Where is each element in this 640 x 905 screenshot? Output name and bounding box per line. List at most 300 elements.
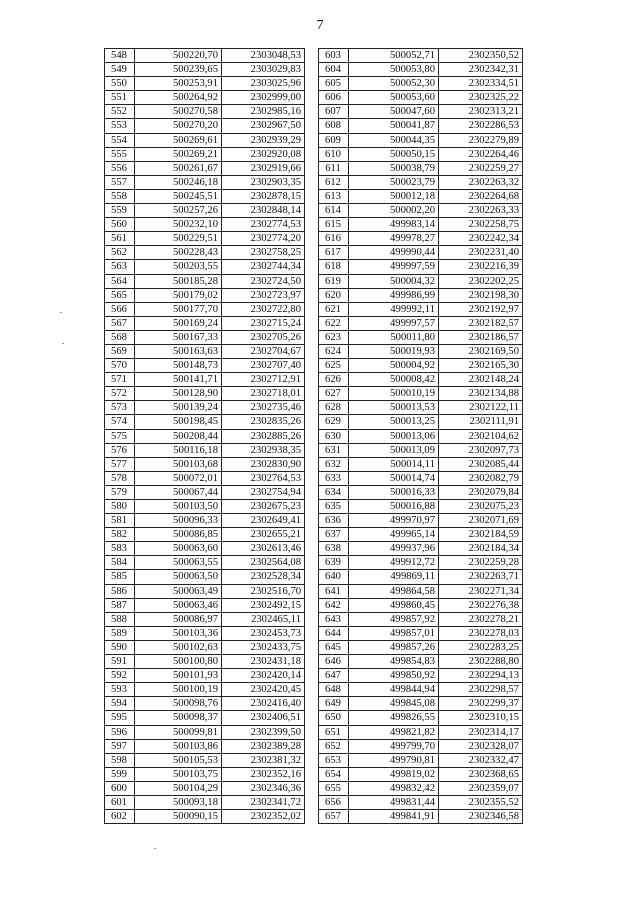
point-number-cell: 568 (105, 330, 135, 344)
table-row (105, 175, 305, 189)
x-coordinate-cell: 499857,92 (349, 612, 439, 626)
table-row (105, 514, 305, 528)
y-coordinate-cell: 2302314,17 (439, 725, 523, 739)
table-row (319, 457, 523, 471)
x-coordinate-cell: 500100,80 (135, 655, 222, 669)
x-coordinate-cell: 500245,51 (135, 189, 222, 203)
y-coordinate-cell: 2302279,89 (439, 133, 523, 147)
y-coordinate-cell: 2302735,46 (222, 401, 305, 415)
point-number-cell: 579 (105, 485, 135, 499)
table-row (105, 401, 305, 415)
x-coordinate-cell: 500103,68 (135, 457, 222, 471)
x-coordinate-cell: 500052,30 (349, 77, 439, 91)
x-coordinate-cell: 500013,25 (349, 415, 439, 429)
table-row (105, 556, 305, 570)
table-row (105, 626, 305, 640)
x-coordinate-cell: 500086,85 (135, 528, 222, 542)
x-coordinate-cell: 500063,60 (135, 542, 222, 556)
point-number-cell: 550 (105, 77, 135, 91)
x-coordinate-cell: 500257,26 (135, 204, 222, 218)
point-number-cell: 557 (105, 175, 135, 189)
x-coordinate-cell: 499819,02 (349, 767, 439, 781)
y-coordinate-cell: 2302259,28 (439, 556, 523, 570)
y-coordinate-cell: 2302830,90 (222, 457, 305, 471)
point-number-cell: 561 (105, 232, 135, 246)
y-coordinate-cell: 2302920,08 (222, 147, 305, 161)
table-row (105, 161, 305, 175)
point-number-cell: 576 (105, 443, 135, 457)
point-number-cell: 598 (105, 753, 135, 767)
table-row (105, 471, 305, 485)
y-coordinate-cell: 2302722,80 (222, 302, 305, 316)
point-number-cell: 562 (105, 246, 135, 260)
x-coordinate-cell: 500228,43 (135, 246, 222, 260)
y-coordinate-cell: 2302724,50 (222, 274, 305, 288)
x-coordinate-cell: 500270,20 (135, 119, 222, 133)
point-number-cell: 623 (319, 330, 349, 344)
x-coordinate-cell: 500041,87 (349, 119, 439, 133)
point-number-cell: 629 (319, 415, 349, 429)
point-number-cell: 656 (319, 795, 349, 809)
point-number-cell: 628 (319, 401, 349, 415)
x-coordinate-cell: 500099,81 (135, 725, 222, 739)
table-row (105, 218, 305, 232)
table-row (105, 63, 305, 77)
x-coordinate-cell: 500053,80 (349, 63, 439, 77)
point-number-cell: 594 (105, 697, 135, 711)
table-row (319, 429, 523, 443)
table-row (319, 246, 523, 260)
x-coordinate-cell: 499986,99 (349, 288, 439, 302)
point-number-cell: 602 (105, 810, 135, 824)
x-coordinate-cell: 499869,11 (349, 570, 439, 584)
table-row (105, 105, 305, 119)
x-coordinate-cell: 499912,72 (349, 556, 439, 570)
y-coordinate-cell: 2302231,40 (439, 246, 523, 260)
table-row (105, 697, 305, 711)
x-coordinate-cell: 500246,18 (135, 175, 222, 189)
point-number-cell: 619 (319, 274, 349, 288)
y-coordinate-cell: 2302878,15 (222, 189, 305, 203)
table-row (105, 528, 305, 542)
point-number-cell: 569 (105, 344, 135, 358)
table-row (105, 77, 305, 91)
y-coordinate-cell: 2302313,21 (439, 105, 523, 119)
point-number-cell: 639 (319, 556, 349, 570)
x-coordinate-cell: 500093,18 (135, 795, 222, 809)
y-coordinate-cell: 2302715,24 (222, 316, 305, 330)
point-number-cell: 566 (105, 302, 135, 316)
x-coordinate-cell: 499992,11 (349, 302, 439, 316)
x-coordinate-cell: 500185,28 (135, 274, 222, 288)
point-number-cell: 657 (319, 810, 349, 824)
table-row (105, 49, 305, 63)
x-coordinate-cell: 500103,36 (135, 626, 222, 640)
point-number-cell: 651 (319, 725, 349, 739)
point-number-cell: 618 (319, 260, 349, 274)
x-coordinate-cell: 499854,83 (349, 655, 439, 669)
point-number-cell: 574 (105, 415, 135, 429)
x-coordinate-cell: 500014,11 (349, 457, 439, 471)
table-row (105, 302, 305, 316)
y-coordinate-cell: 2302999,00 (222, 91, 305, 105)
table-row (319, 302, 523, 316)
x-coordinate-cell: 500019,93 (349, 344, 439, 358)
y-coordinate-cell: 2302186,57 (439, 330, 523, 344)
y-coordinate-cell: 2302420,14 (222, 669, 305, 683)
point-number-cell: 636 (319, 514, 349, 528)
y-coordinate-cell: 2302071,69 (439, 514, 523, 528)
point-number-cell: 578 (105, 471, 135, 485)
point-number-cell: 655 (319, 781, 349, 795)
table-row (105, 443, 305, 457)
table-row (319, 443, 523, 457)
point-number-cell: 560 (105, 218, 135, 232)
point-number-cell: 614 (319, 204, 349, 218)
table-row (319, 260, 523, 274)
point-number-cell: 642 (319, 598, 349, 612)
table-row (319, 63, 523, 77)
x-coordinate-cell: 499857,26 (349, 640, 439, 654)
x-coordinate-cell: 500177,70 (135, 302, 222, 316)
table-row (105, 91, 305, 105)
table-row (105, 330, 305, 344)
y-coordinate-cell: 2303025,96 (222, 77, 305, 91)
y-coordinate-cell: 2302564,08 (222, 556, 305, 570)
point-number-cell: 653 (319, 753, 349, 767)
y-coordinate-cell: 2302939,29 (222, 133, 305, 147)
table-row (105, 147, 305, 161)
x-coordinate-cell: 500098,37 (135, 711, 222, 725)
table-row (319, 669, 523, 683)
x-coordinate-cell: 499990,44 (349, 246, 439, 260)
table-row (319, 133, 523, 147)
y-coordinate-cell: 2302242,34 (439, 232, 523, 246)
point-number-cell: 555 (105, 147, 135, 161)
y-coordinate-cell: 2302399,50 (222, 725, 305, 739)
y-coordinate-cell: 2302368,65 (439, 767, 523, 781)
y-coordinate-cell: 2302342,31 (439, 63, 523, 77)
x-coordinate-cell: 500044,35 (349, 133, 439, 147)
point-number-cell: 553 (105, 119, 135, 133)
point-number-cell: 615 (319, 218, 349, 232)
table-row (105, 373, 305, 387)
x-coordinate-cell: 500090,15 (135, 810, 222, 824)
y-coordinate-cell: 2302655,21 (222, 528, 305, 542)
table-row (319, 105, 523, 119)
table-row (105, 542, 305, 556)
table-row (105, 753, 305, 767)
x-coordinate-cell: 500023,79 (349, 175, 439, 189)
y-coordinate-cell: 2303048,53 (222, 49, 305, 63)
y-coordinate-cell: 2302169,50 (439, 344, 523, 358)
point-number-cell: 612 (319, 175, 349, 189)
point-number-cell: 643 (319, 612, 349, 626)
y-coordinate-cell: 2302122,11 (439, 401, 523, 415)
x-coordinate-cell: 500261,67 (135, 161, 222, 175)
table-row (319, 767, 523, 781)
scan-speck (60, 312, 62, 313)
point-number-cell: 624 (319, 344, 349, 358)
point-number-cell: 570 (105, 359, 135, 373)
x-coordinate-cell: 500103,86 (135, 739, 222, 753)
y-coordinate-cell: 2302286,53 (439, 119, 523, 133)
table-row (319, 387, 523, 401)
y-coordinate-cell: 2302528,34 (222, 570, 305, 584)
table-row (319, 739, 523, 753)
table-row (319, 91, 523, 105)
x-coordinate-cell: 499864,58 (349, 584, 439, 598)
x-coordinate-cell: 500179,02 (135, 288, 222, 302)
table-row (319, 542, 523, 556)
point-number-cell: 617 (319, 246, 349, 260)
y-coordinate-cell: 2302263,71 (439, 570, 523, 584)
x-coordinate-cell: 499860,45 (349, 598, 439, 612)
y-coordinate-cell: 2302271,34 (439, 584, 523, 598)
x-coordinate-cell: 499790,81 (349, 753, 439, 767)
y-coordinate-cell: 2302712,91 (222, 373, 305, 387)
point-number-cell: 571 (105, 373, 135, 387)
y-coordinate-cell: 2302613,46 (222, 542, 305, 556)
y-coordinate-cell: 2302919,66 (222, 161, 305, 175)
point-number-cell: 599 (105, 767, 135, 781)
x-coordinate-cell: 500269,21 (135, 147, 222, 161)
y-coordinate-cell: 2302359,07 (439, 781, 523, 795)
table-row (105, 288, 305, 302)
table-row (319, 330, 523, 344)
point-number-cell: 563 (105, 260, 135, 274)
y-coordinate-cell: 2302465,11 (222, 612, 305, 626)
point-number-cell: 645 (319, 640, 349, 654)
y-coordinate-cell: 2302310,15 (439, 711, 523, 725)
point-number-cell: 630 (319, 429, 349, 443)
y-coordinate-cell: 2302406,51 (222, 711, 305, 725)
x-coordinate-cell: 500008,42 (349, 373, 439, 387)
y-coordinate-cell: 2302263,32 (439, 175, 523, 189)
scan-speck (154, 848, 156, 849)
y-coordinate-cell: 2302264,68 (439, 189, 523, 203)
x-coordinate-cell: 500050,15 (349, 147, 439, 161)
point-number-cell: 558 (105, 189, 135, 203)
point-number-cell: 597 (105, 739, 135, 753)
point-number-cell: 549 (105, 63, 135, 77)
table-row (319, 711, 523, 725)
x-coordinate-cell: 499844,94 (349, 683, 439, 697)
table-row (319, 753, 523, 767)
y-coordinate-cell: 2302744,34 (222, 260, 305, 274)
table-row (319, 218, 523, 232)
x-coordinate-cell: 500063,55 (135, 556, 222, 570)
point-number-cell: 591 (105, 655, 135, 669)
point-number-cell: 551 (105, 91, 135, 105)
table-row (319, 598, 523, 612)
point-number-cell: 626 (319, 373, 349, 387)
y-coordinate-cell: 2302198,30 (439, 288, 523, 302)
table-row (105, 584, 305, 598)
y-coordinate-cell: 2302104,62 (439, 429, 523, 443)
y-coordinate-cell: 2302085,44 (439, 457, 523, 471)
y-coordinate-cell: 2302649,41 (222, 514, 305, 528)
table-row (105, 810, 305, 824)
y-coordinate-cell: 2302258,75 (439, 218, 523, 232)
table-row (105, 612, 305, 626)
y-coordinate-cell: 2302075,23 (439, 500, 523, 514)
point-number-cell: 584 (105, 556, 135, 570)
table-row (319, 556, 523, 570)
table-row (319, 189, 523, 203)
point-number-cell: 620 (319, 288, 349, 302)
coordinates-table-right (318, 48, 523, 824)
point-number-cell: 632 (319, 457, 349, 471)
point-number-cell: 638 (319, 542, 349, 556)
x-coordinate-cell: 500013,09 (349, 443, 439, 457)
point-number-cell: 606 (319, 91, 349, 105)
y-coordinate-cell: 2302134,88 (439, 387, 523, 401)
y-coordinate-cell: 2302985,16 (222, 105, 305, 119)
table-row (319, 49, 523, 63)
y-coordinate-cell: 2302097,73 (439, 443, 523, 457)
point-number-cell: 613 (319, 189, 349, 203)
table-row (319, 528, 523, 542)
point-number-cell: 605 (319, 77, 349, 91)
table-row (319, 316, 523, 330)
point-number-cell: 592 (105, 669, 135, 683)
x-coordinate-cell: 499831,44 (349, 795, 439, 809)
y-coordinate-cell: 2302355,52 (439, 795, 523, 809)
table-row (105, 133, 305, 147)
table-row (105, 767, 305, 781)
x-coordinate-cell: 500198,45 (135, 415, 222, 429)
point-number-cell: 610 (319, 147, 349, 161)
table-row (319, 175, 523, 189)
point-number-cell: 552 (105, 105, 135, 119)
table-row (319, 415, 523, 429)
x-coordinate-cell: 499826,55 (349, 711, 439, 725)
point-number-cell: 577 (105, 457, 135, 471)
x-coordinate-cell: 500269,61 (135, 133, 222, 147)
x-coordinate-cell: 500063,49 (135, 584, 222, 598)
point-number-cell: 648 (319, 683, 349, 697)
point-number-cell: 600 (105, 781, 135, 795)
x-coordinate-cell: 500072,01 (135, 471, 222, 485)
y-coordinate-cell: 2302433,75 (222, 640, 305, 654)
y-coordinate-cell: 2302184,59 (439, 528, 523, 542)
point-number-cell: 554 (105, 133, 135, 147)
point-number-cell: 575 (105, 429, 135, 443)
x-coordinate-cell: 500239,65 (135, 63, 222, 77)
table-row (319, 232, 523, 246)
y-coordinate-cell: 2302346,58 (439, 810, 523, 824)
y-coordinate-cell: 2302758,25 (222, 246, 305, 260)
y-coordinate-cell: 2302082,79 (439, 471, 523, 485)
table-row (105, 119, 305, 133)
x-coordinate-cell: 500098,76 (135, 697, 222, 711)
y-coordinate-cell: 2302835,26 (222, 415, 305, 429)
table-row (105, 655, 305, 669)
x-coordinate-cell: 500063,50 (135, 570, 222, 584)
x-coordinate-cell: 499821,82 (349, 725, 439, 739)
y-coordinate-cell: 2302389,28 (222, 739, 305, 753)
x-coordinate-cell: 500167,33 (135, 330, 222, 344)
point-number-cell: 556 (105, 161, 135, 175)
table-row (319, 640, 523, 654)
y-coordinate-cell: 2302202,25 (439, 274, 523, 288)
table-row (319, 77, 523, 91)
x-coordinate-cell: 499799,70 (349, 739, 439, 753)
y-coordinate-cell: 2302184,34 (439, 542, 523, 556)
point-number-cell: 559 (105, 204, 135, 218)
table-row (105, 344, 305, 358)
x-coordinate-cell: 500169,24 (135, 316, 222, 330)
x-coordinate-cell: 500232,10 (135, 218, 222, 232)
point-number-cell: 646 (319, 655, 349, 669)
point-number-cell: 548 (105, 49, 135, 63)
y-coordinate-cell: 2303029,83 (222, 63, 305, 77)
x-coordinate-cell: 500016,88 (349, 500, 439, 514)
x-coordinate-cell: 500014,74 (349, 471, 439, 485)
point-number-cell: 573 (105, 401, 135, 415)
table-row (319, 795, 523, 809)
y-coordinate-cell: 2302718,01 (222, 387, 305, 401)
x-coordinate-cell: 500103,75 (135, 767, 222, 781)
y-coordinate-cell: 2302276,38 (439, 598, 523, 612)
x-coordinate-cell: 500116,18 (135, 443, 222, 457)
x-coordinate-cell: 500253,91 (135, 77, 222, 91)
y-coordinate-cell: 2302416,40 (222, 697, 305, 711)
y-coordinate-cell: 2302848,14 (222, 204, 305, 218)
x-coordinate-cell: 500052,71 (349, 49, 439, 63)
point-number-cell: 587 (105, 598, 135, 612)
point-number-cell: 634 (319, 485, 349, 499)
point-number-cell: 603 (319, 49, 349, 63)
x-coordinate-cell: 500053,60 (349, 91, 439, 105)
table-row (105, 598, 305, 612)
y-coordinate-cell: 2302431,18 (222, 655, 305, 669)
x-coordinate-cell: 499965,14 (349, 528, 439, 542)
y-coordinate-cell: 2302298,57 (439, 683, 523, 697)
table-row (319, 288, 523, 302)
y-coordinate-cell: 2302352,16 (222, 767, 305, 781)
y-coordinate-cell: 2302264,46 (439, 147, 523, 161)
table-row (105, 795, 305, 809)
point-number-cell: 631 (319, 443, 349, 457)
x-coordinate-cell: 500148,73 (135, 359, 222, 373)
point-number-cell: 583 (105, 542, 135, 556)
x-coordinate-cell: 499983,14 (349, 218, 439, 232)
table-row (105, 429, 305, 443)
x-coordinate-cell: 500264,92 (135, 91, 222, 105)
point-number-cell: 611 (319, 161, 349, 175)
x-coordinate-cell: 499857,01 (349, 626, 439, 640)
y-coordinate-cell: 2302334,51 (439, 77, 523, 91)
y-coordinate-cell: 2302259,27 (439, 161, 523, 175)
point-number-cell: 635 (319, 500, 349, 514)
point-number-cell: 621 (319, 302, 349, 316)
scan-speck (62, 343, 64, 344)
point-number-cell: 652 (319, 739, 349, 753)
table-row (105, 457, 305, 471)
table-row (319, 359, 523, 373)
table-row (319, 626, 523, 640)
y-coordinate-cell: 2302299,37 (439, 697, 523, 711)
table-row (105, 204, 305, 218)
point-number-cell: 589 (105, 626, 135, 640)
y-coordinate-cell: 2302420,45 (222, 683, 305, 697)
x-coordinate-cell: 500013,06 (349, 429, 439, 443)
point-number-cell: 564 (105, 274, 135, 288)
x-coordinate-cell: 500128,90 (135, 387, 222, 401)
point-number-cell: 567 (105, 316, 135, 330)
